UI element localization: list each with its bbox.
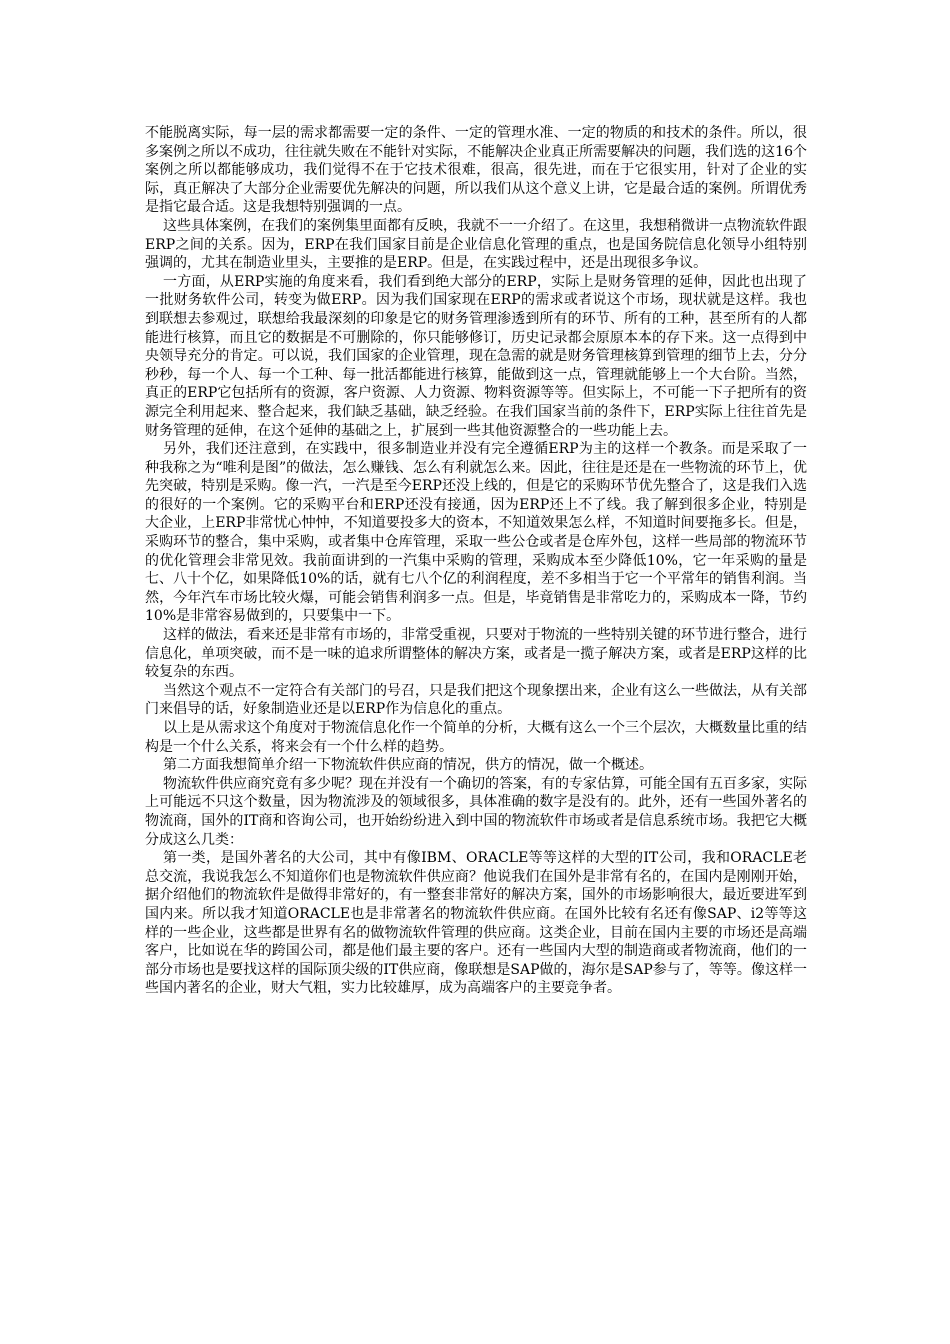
- paragraph-7: 以上是从需求这个角度对于物流信息化作一个简单的分析，大概有这么一个三个层次，大概数量比重的结构是一个什么关系，将来会有一个什么样的趋势。: [145, 720, 807, 755]
- paragraph-2: 这些具体案例，在我们的案例集里面都有反映，我就不一一介绍了。在这里，我想稍微讲一点物流软件跟ERP之间的关系。因为，ERP在我们国家目前是企业信息化管理的重点，也是国务院信息化领导小组特别强调的，尤其在制造业里头，主要推的是ERP。但是，在实践过程中，还是出现很多争议。: [145, 217, 807, 272]
- paragraph-6: 当然这个观点不一定符合有关部门的号召，只是我们把这个现象摆出来，企业有这么一些做法，从有关部门来倡导的话，好象制造业还是以ERP作为信息化的重点。: [145, 682, 807, 718]
- paragraph-10: 第一类，是国外著名的大公司，其中有像IBM、ORACLE等等这样的大型的IT公司，我和ORACLE老总交流，我说我怎么不知道你们也是物流软件供应商？他说我们在国外是非常有名的，在国内是刚刚开始，据介绍他们的物流软件是做得非常好的，有一整套非常好的解决方案，国外的市场影响很大，最近要进军到国内来。所以我才知道ORACLE也是非常著名的物流软件供应商。在国外比较有名还有像SAP、i2等等这样的一些企业，这些都是世界有名的做物流软件管理的供应商。这类企业，目前在国内主要的市场还是高端客户，比如说在华的跨国公司，都是他们最主要的客户。还有一些国内大型的制造商或者物流商，他们的一部分市场也是要找这样的国际顶尖级的IT供应商，像联想是SAP做的，海尔是SAP参与了，等等。像这样一些国内著名的企业，财大气粗，实力比较雄厚，成为高端客户的主要竞争者。: [145, 850, 807, 997]
- paragraph-3: 一方面，从ERP实施的角度来看，我们看到绝大部分的ERP，实际上是财务管理的延伸，因此也出现了一批财务软件公司，转变为做ERP。因为我们国家现在ERP的需求或者说这个市场，现状就是这样。我也到联想去参观过，联想给我最深刻的印象是它的财务管理渗透到所有的环节、所有的工种，甚至所有的人都能进行核算，而且它的数据是不可删除的，你只能够修订，历史记录都会原原本本的存下来。这一点得到中央领导充分的肯定。可以说，我们国家的企业管理，现在急需的就是财务管理核算到管理的细节上去，分分秒秒，每一个人、每一个工种、每一批活都能进行核算，能做到这一点，管理就能够上一个大台阶。当然，真正的ERP它包括所有的资源，客户资源、人力资源、物料资源等等。但实际上，不可能一下子把所有的资源完全利用起来、整合起来，我们缺乏基础，缺乏经验。在我们国家当前的条件下，ERP实际上往往首先是财务管理的延伸，在这个延伸的基础之上，扩展到一些其他资源整合的一些功能上去。: [145, 273, 807, 439]
- paragraph-1: 不能脱离实际，每一层的需求都需要一定的条件、一定的管理水准、一定的物质的和技术的条件。所以，很多案例之所以不成功，往往就失败在不能针对实际，不能解决企业真正所需要解决的问题，我们选的这16个案例之所以都能够成功，我们觉得不在于它技术很难，很高，很先进，而在于它很实用，针对了企业的实际，真正解决了大部分企业需要优先解决的问题，所以我们从这个意义上讲，它是最合适的案例。所谓优秀是指它最合适。这是我想特别强调的一点。: [145, 125, 807, 216]
- document-body: [145, 124, 807, 998]
- paragraph-9: 物流软件供应商究竟有多少呢？现在并没有一个确切的答案，有的专家估算，可能全国有五百多家，实际上可能远不只这个数量，因为物流涉及的领域很多，具体准确的数字是没有的。此外，还有一些国外著名的物流商，国外的IT商和咨询公司，也开始纷纷进入到中国的物流软件市场或者是信息系统市场。我把它大概分成这么几类：: [145, 775, 807, 848]
- paragraph-8: 第二方面我想简单介绍一下物流软件供应商的情况，供方的情况，做一个概述。: [163, 757, 653, 774]
- paragraph-4: 另外，我们还注意到，在实践中，很多制造业并没有完全遵循ERP为主的这样一个教条。而是采取了一种我称之为“唯利是图”的做法，怎么赚钱、怎么有利就怎么来。因此，往往是还是在一些物流的环节上，优先突破，特别是采购。像一汽，一汽是至今ERP还没上线的，但是它的采购环节优先整合了，这是我们入选的很好的一个案例。它的采购平台和ERP还没有接通，因为ERP还上不了线。我了解到很多企业，特别是大企业，上ERP非常忧心忡忡，不知道要投多大的资本，不知道效果怎么样，不知道时间要拖多长。但是，采购环节的整合，集中采购，或者集中仓库管理，采取一些公仓或者是仓库外包，这样一些局部的物流环节的优化管理会非常见效。我前面讲到的一汽集中采购的管理，采购成本至少降低10%，它一年采购的量是七、八十个亿，如果降低10%的话，就有七八个亿的利润程度，差不多相当于它一个平常年的销售利润。当然，今年汽车市场比较火爆，可能会销售利润多一点。但是，毕竟销售是非常吃力的，采购成本一降，节约10%是非常容易做到的，只要集中一下。: [145, 441, 807, 625]
- paragraph-5: 这样的做法，看来还是非常有市场的，非常受重视，只要对于物流的一些特别关键的环节进行整合，进行信息化，单项突破，而不是一味的追求所谓整体的解决方案，或者是一揽子解决方案，或者是ERP这样的比较复杂的东西。: [145, 627, 807, 681]
